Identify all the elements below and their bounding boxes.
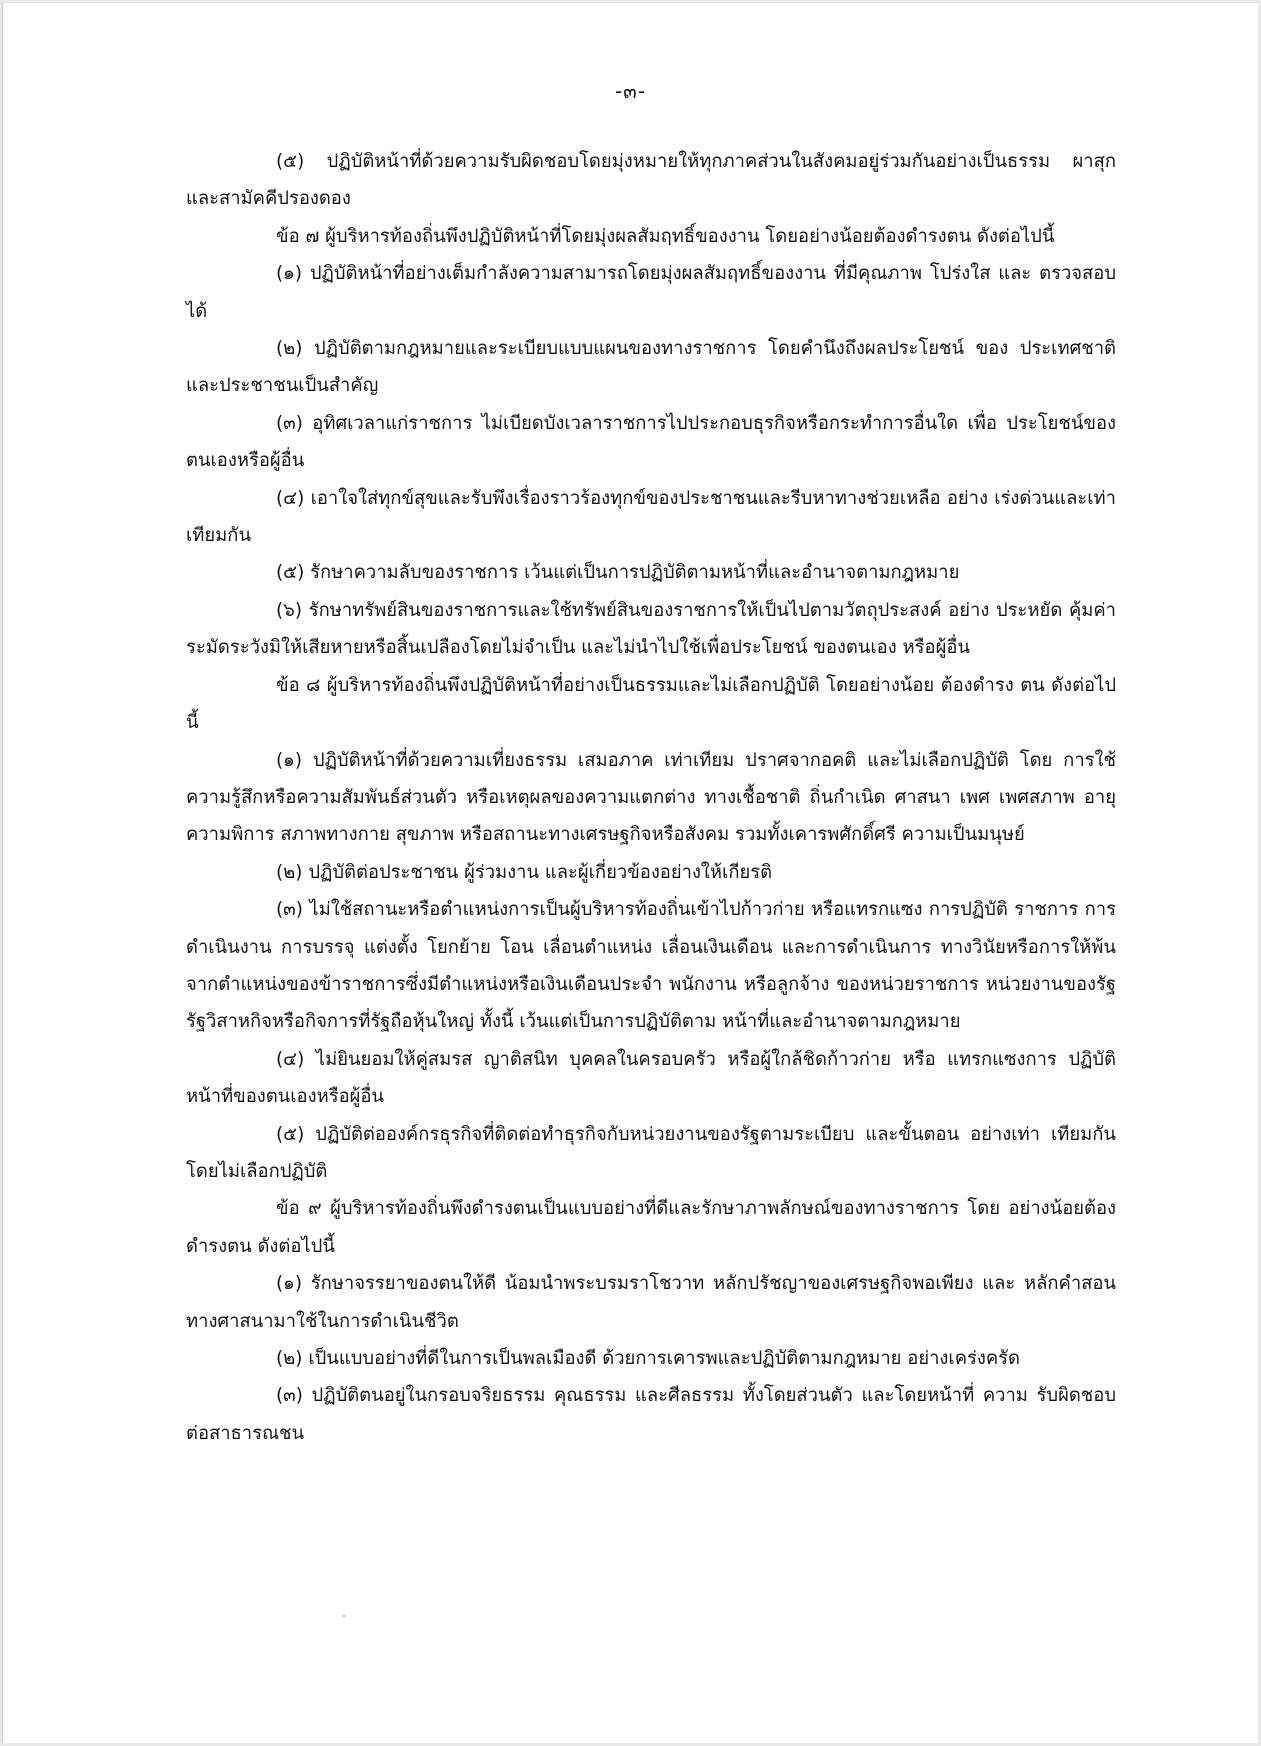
paragraph-clause-8-item-2: (๒) ปฏิบัติต่อประชาชน ผู้ร่วมงาน และผู้เกี่ยวข้องอย่างให้เกียรติ — [276, 861, 773, 883]
paragraph-clause-7-item-5: (๕) รักษาความลับของราชการ เว้นแต่เป็นการปฏิบัติตามหน้าที่และอำนาจตามกฎหมาย — [276, 562, 960, 584]
paragraph-clause-8-item-3: (๓) ไม่ใช้สถานะหรือตำแหน่งการเป็นผู้บริหารท้องถิ่นเข้าไปก้าวก่าย หรือแทรกแซง การปฏิบัติ ราชการ การดำเนินงาน การบรรจุ แต่งตั้ง โยกย้าย โอน เลื่อนตำแหน่ง เลื่อนเงินเดือน และการดำเนินการ ทางวินัยหรือการให้พ้นจากตำแหน่งของข้าราชการซึ่งมีตำแหน่งหรือเงินเดือนประจำ พนักงาน หรือลูกจ้าง ของหน่วยราชการ หน่วยงานของรัฐ รัฐวิสาหกิจหรือกิจการที่รัฐถือหุ้นใหญ่ ทั้งนี้ เว้นแต่เป็นการปฏิบัติตาม หน้าที่และอำนาจตามกฎหมาย — [186, 899, 1116, 1033]
document-page — [2, 2, 1258, 1743]
document-body — [186, 143, 1116, 1452]
scan-speck — [343, 1615, 345, 1617]
paragraph-clause-8-item-1: (๑) ปฏิบัติหน้าที่ด้วยความเที่ยงธรรม เสมอภาค เท่าเทียม ปราศจากอคติ และไม่เลือกปฏิบัติ โดย การใช้ความรู้สึกหรือความสัมพันธ์ส่วนตัว หรือเหตุผลของความแตกต่าง ทางเชื้อชาติ ถิ่นกำเนิด ศาสนา เพศ เพศสภาพ อายุ ความพิการ สภาพทางกาย สุขภาพ หรือสถานะทางเศรษฐกิจหรือสังคม รวมทั้งเคารพศักดิ์ศรี ความเป็นมนุษย์ — [186, 749, 1116, 846]
page-number: -๓- — [614, 79, 647, 103]
paragraph-clause-8: ข้อ ๘ ผู้บริหารท้องถิ่นพึงปฏิบัติหน้าที่อย่างเป็นธรรมและไม่เลือกปฏิบัติ โดยอย่างน้อย ต้องดำรง ตน ดังต่อไปนี้ — [186, 674, 1116, 734]
paragraph-clause-7: ข้อ ๗ ผู้บริหารท้องถิ่นพึงปฏิบัติหน้าที่โดยมุ่งผลสัมฤทธิ์ของงาน โดยอย่างน้อยต้องดำรงตน ดังต่อไปนี้ — [276, 225, 1055, 247]
paragraph-clause-7-item-2: (๒) ปฏิบัติตามกฎหมายและระเบียบแบบแผนของทางราชการ โดยคำนึงถึงผลประโยชน์ ของ ประเทศชาติและประชาชนเป็นสำคัญ — [186, 338, 1116, 397]
paragraph-clause-9-item-1: (๑) รักษาจรรยาของตนให้ดี น้อมนำพระบรมราโชวาท หลักปรัชญาของเศรษฐกิจพอเพียง และ หลักคำสอนทางศาสนามาใช้ในการดำเนินชีวิต — [186, 1273, 1116, 1332]
paragraph-clause-9-item-2: (๒) เป็นแบบอย่างที่ดีในการเป็นพลเมืองดี ด้วยการเคารพและปฏิบัติตามกฎหมาย อย่างเคร่งครัด — [276, 1348, 1020, 1369]
paragraph-clause-9-item-3: (๓) ปฏิบัติตนอยู่ในกรอบจริยธรรม คุณธรรม และศีลธรรม ทั้งโดยส่วนตัว และโดยหน้าที่ ความ รับผิดชอบต่อสาธารณชน — [186, 1385, 1116, 1444]
paragraph-clause-8-item-5: (๕) ปฏิบัติต่อองค์กรธุรกิจที่ติดต่อทำธุรกิจกับหน่วยงานของรัฐตามระเบียบ และขั้นตอน อย่างเท่า เทียมกัน โดยไม่เลือกปฏิบัติ — [186, 1123, 1116, 1182]
paragraph-item-5-responsibility: (๕) ปฏิบัติหน้าที่ด้วยความรับผิดชอบโดยมุ่งหมายให้ทุกภาคส่วนในสังคมอยู่ร่วมกันอย่างเป็นธรรม ผาสุก และสามัคคีปรองดอง — [186, 151, 1116, 210]
paragraph-clause-7-item-1: (๑) ปฏิบัติหน้าที่อย่างเต็มกำลังความสามารถโดยมุ่งผลสัมฤทธิ์ของงาน ที่มีคุณภาพ โปร่งใส และ ตรวจสอบได้ — [186, 263, 1116, 322]
paragraph-clause-7-item-6: (๖) รักษาทรัพย์สินของราชการและใช้ทรัพย์สินของราชการให้เป็นไปตามวัตถุประสงค์ อย่าง ประหยัด คุ้มค่า ระมัดระวังมิให้เสียหายหรือสิ้นเปลืองโดยไม่จำเป็น และไม่นำไปใช้เพื่อประโยชน์ ของตนเอง หรือผู้อื่น — [186, 599, 1116, 659]
paragraph-clause-8-item-4: (๔) ไม่ยินยอมให้คู่สมรส ญาติสนิท บุคคลในครอบครัว หรือผู้ใกล้ชิดก้าวก่าย หรือ แทรกแซงการ ปฏิบัติหน้าที่ของตนเองหรือผู้อื่น — [186, 1048, 1116, 1108]
paragraph-clause-9: ข้อ ๙ ผู้บริหารท้องถิ่นพึงดำรงตนเป็นแบบอย่างที่ดีและรักษาภาพลักษณ์ของทางราชการ โดย อย่างน้อยต้องดำรงตน ดังต่อไปนี้ — [186, 1198, 1116, 1257]
paragraph-clause-7-item-4: (๔) เอาใจใส่ทุกข์สุขและรับพึงเรื่องราวร้องทุกข์ของประชาชนและรีบหาทางช่วยเหลือ อย่าง เร่งด่วนและเท่าเทียมกัน — [186, 487, 1116, 547]
paragraph-clause-7-item-3: (๓) อุทิศเวลาแก่ราชการ ไม่เบียดบังเวลาราชการไปประกอบธุรกิจหรือกระทำการอื่นใด เพื่อ ประโยชน์ของตนเองหรือผู้อื่น — [186, 412, 1116, 472]
